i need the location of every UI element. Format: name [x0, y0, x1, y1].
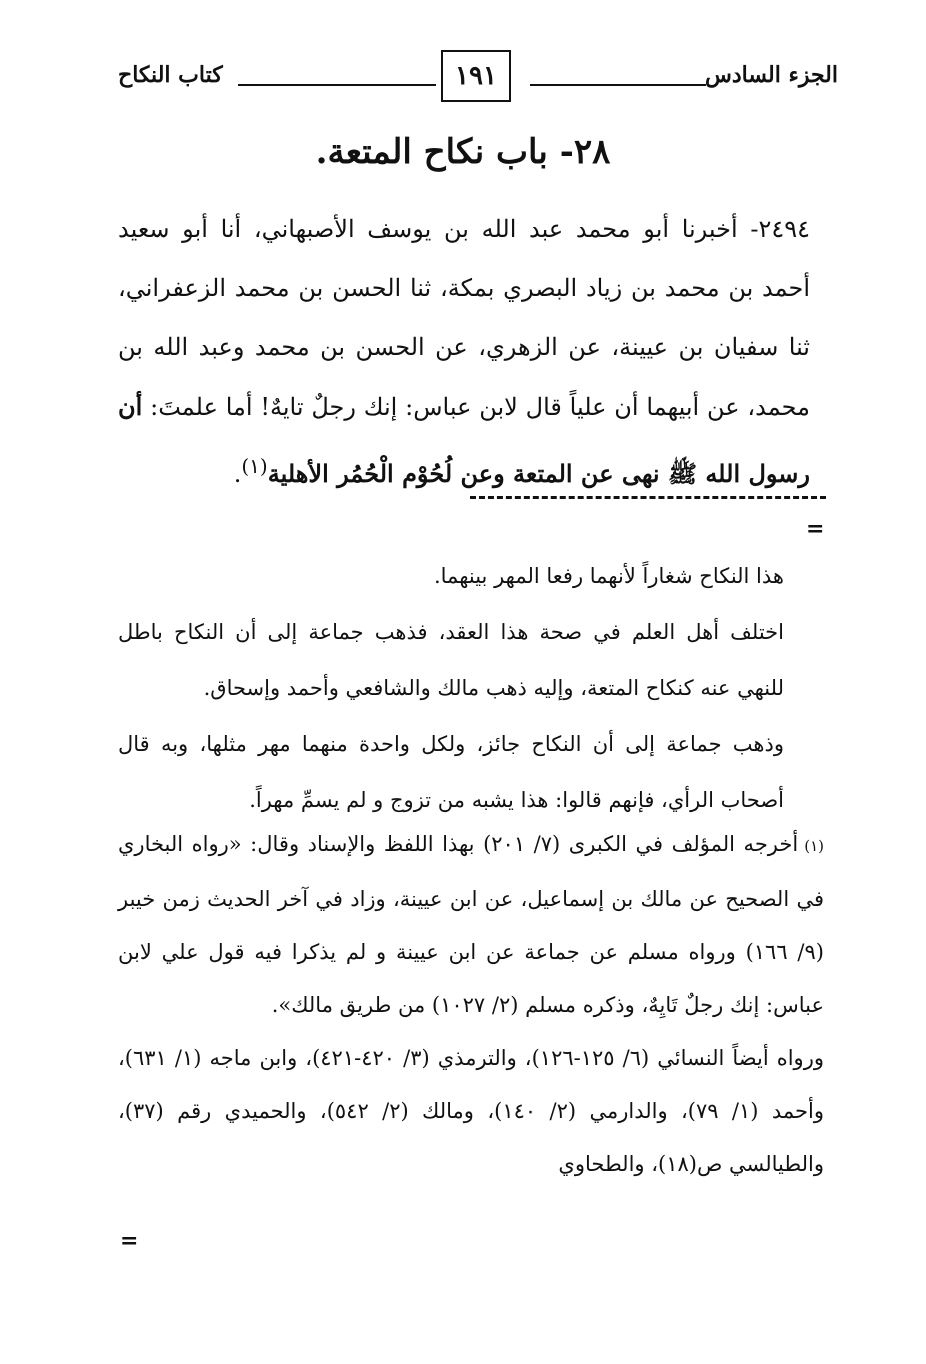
footnote-paragraph — [118, 818, 824, 1032]
continuation-mark: = — [806, 516, 825, 542]
separator-dashes — [470, 496, 826, 499]
footnote-text: أخرجه المؤلف في الكبرى (٧/ ٢٠١) بهذا اللفظ والإسناد وقال: «رواه البخاري في الصحيح عن مالك بن إسماعيل، عن ابن عيينة، وزاد في آخر الحديث زمن خيبر (٩/ ١٦٦) ورواه مسلم عن جماعة عن ابن عيينة و لم يذكرا فيه قول علي لابن عباس: إنك رجلٌ تَايِهٌ، وذكره مسلم (٢/ ١٠٢٧) من طريق مالك». — [118, 832, 824, 1017]
chapter-title: ٢٨- باب نكاح المتعة. — [315, 132, 611, 172]
hadith-text — [118, 200, 842, 504]
volume-label: الجزء السادس — [705, 62, 838, 88]
page-number-box — [441, 50, 511, 102]
footnote-marker: (١) — [804, 837, 824, 855]
hadith-end: . — [233, 460, 242, 488]
note-paragraph: وذهب جماعة إلى أن النكاح جائز، ولكل واحدة منهما مهر مثلها، وبه قال أصحاب الرأي، فإنهم قالوا: هذا يشبه من تزوج و لم يسمِّ مهراً. — [118, 732, 784, 812]
hadith-body: ٢٤٩٤- أخبرنا أبو محمد عبد الله بن يوسف الأصبهاني، أنا أبو سعيد أحمد بن محمد بن زياد البصري بمكة، ثنا الحسن بن محمد الزعفراني، ثنا سفيان بن عيينة، عن الزهري، عن الحسن بن محمد وعبد الله بن محمد، عن أبيهما أن علياً قال لابن عباس: إنك رجلٌ تايهٌ! أما علمتَ: — [118, 215, 810, 421]
note-paragraph: هذا النكاح شغاراً لأنهما رفعا المهر بينهما. — [433, 564, 784, 588]
note-paragraph: اختلف أهل العلم في صحة هذا العقد، فذهب جماعة إلى أن النكاح باطل للنهي عنه كنكاح المتعة، وإليه ذهب مالك والشافعي وأحمد وإسحاق. — [118, 620, 784, 700]
footnotes-section — [118, 818, 824, 1191]
book-label: كتاب النكاح — [118, 62, 223, 88]
footnote-ref: (١) — [241, 454, 268, 478]
hadith-bold-text: أن رسول الله ﷺ نهى عن المتعة وعن لُحُوْم الْحُمُر الأهلية — [118, 392, 810, 488]
page-number: ١٩١ — [455, 61, 497, 91]
footnote-continuation: ورواه أيضاً النسائي (٦/ ١٢٥-١٢٦)، والترمذي (٣/ ٤٢٠-٤٢١)، وابن ماجه (١/ ٦٣١)، وأحمد (١/ ٧٩)، والدارمي (٢/ ١٤٠)، ومالك (٢/ ٥٤٢)، والحميدي رقم (٣٧)، والطيالسي ص(١٨)، والطحاوي — [118, 1046, 824, 1176]
bottom-continuation-mark: = — [120, 1228, 139, 1254]
header-rule-left — [238, 84, 436, 86]
page-header — [118, 50, 838, 108]
notes-section — [118, 548, 784, 828]
header-rule-right — [530, 84, 706, 86]
